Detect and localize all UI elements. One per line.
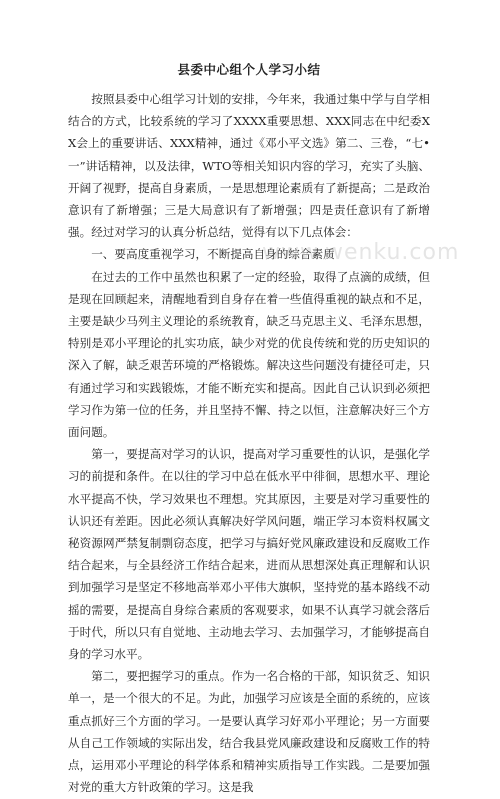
watermark: www.wenku.com [262, 240, 460, 265]
intro-paragraph: 按照县委中心组学习计划的安排，今年来，我通过集中学与自学相结合的方式，比较系统的学习了XXXX重要思想、XXX同志在中纪委XX会上的重要讲话、XXX精神，通过《邓小平文选》第二、三卷，“七•一”讲话精神，以及法律，WTO等相关知识内容的学习，充实了头脑、开阔了视野，提高自身素质，一是思想理论素质有了新提高；二是政治意识有了新增强；三是大局意识有了新增强；四是责任意识有了新增强。经过对学习的认真分析总结，觉得有以下几点体会： [68, 92, 430, 240]
body-paragraph: 在过去的工作中虽然也积累了一定的经验，取得了点滴的成绩，但是现在回顾起来，清醒地看到自身存在着一些值得重视的缺点和不足，主要是缺少马列主义理论的系统教育，缺乏马克思主义、毛泽东思想，特别是邓小平理论的扎实功底，缺少对党的优良传统和党的历史知识的深入了解，缺乏艰苦环境的严格锻炼。解决这些问题没有捷径可走，只有通过学习和实践锻炼，才能不断充实和提高。因此自己认识到必须把学习作为第一位的任务，并且坚持不懈、持之以恒，注意解决好三个方面问题。 [68, 269, 430, 440]
body-paragraph: 第二，要把握学习的重点。作为一名合格的干部，知识贫乏、知识单一，是一个很大的不足。为此，加强学习应该是全面的系统的，应该重点抓好三个方面的学习。一是要认真学习好邓小平理论；另一方面要从自己工作领域的实际出发，结合我县党风廉政建设和反腐败工作的特点，运用邓小平理论的科学体系和精神实质指导工作实践。二是要加强对党的重大方针政策的学习。这是我 [68, 669, 430, 795]
document-title: 县委中心组个人学习小结 [177, 62, 321, 77]
section-heading: 一、要高度重视学习，不断提高自身的综合素质 [91, 247, 335, 262]
body-paragraph: 第一，要提高对学习的认识，提高对学习重要性的认识，是强化学习的前提和条件。在以往的学习中总在低水平中徘徊，思想水平、理论水平提高不快，学习效果也不理想。究其原因，主要是对学习重要性的认识还有差距。因此必须认真解决好学风问题，端正学习本资料权属文秘资源网严禁复制剽窃态度，把学习与搞好党风廉政建设和反腐败工作结合起来，与全县经济工作结合起来，进而从思想深处真正理解和认识到加强学习是坚定不移地高举邓小平伟大旗帜，坚持党的基本路线不动摇的需要，是提高自身综合素质的客观要求，如果不认真学习就会落后于时代，所以只有自觉地、主动地去学习、去加强学习，才能够提高自身的学习水平。 [68, 447, 430, 662]
